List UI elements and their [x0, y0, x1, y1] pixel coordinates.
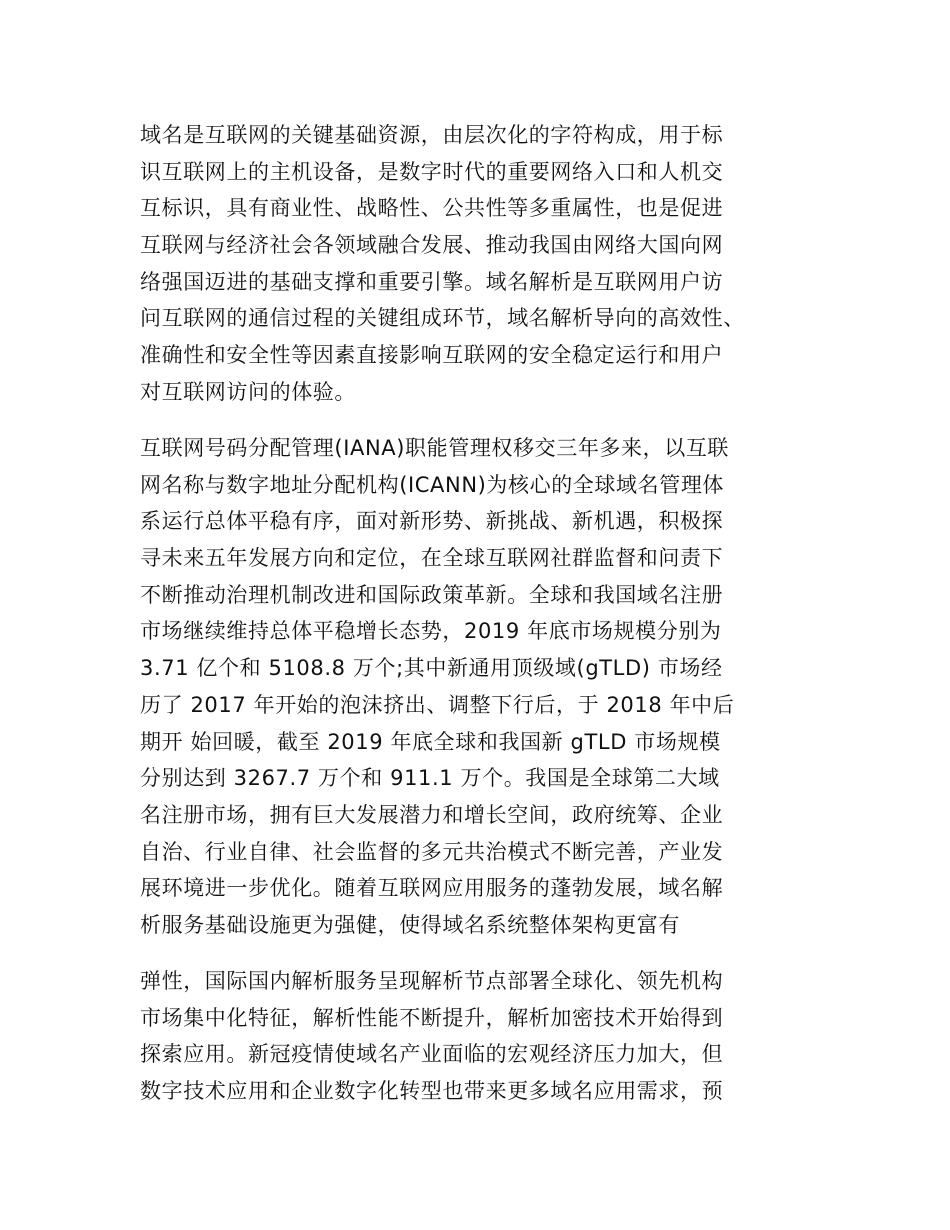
- text-line: 网名称与数字地址分配机构(ICANN)为核心的全球域名管理体: [140, 472, 725, 497]
- text-line: 寻未来五年发展方向和定位，在全球互联网社群监督和问责下: [140, 546, 724, 571]
- text-line: 名注册市场，拥有巨大发展潜力和增长空间，政府统筹、企业: [140, 802, 724, 827]
- text-line: 展环境进一步优化。随着互联网应用服务的蓬勃发展，域名解: [140, 876, 724, 901]
- text-line: 历了 2017 年开始的泡沫挤出、调整下行后，于 2018 年中后: [140, 692, 735, 717]
- text-line: 络强国迈进的基础支撑和重要引擎。域名解析是互联网用户访: [140, 269, 724, 294]
- text-line: 互联网号码分配管理(IANA)职能管理权移交三年多来，以互联: [140, 436, 730, 460]
- text-line: 对互联网访问的体验。: [140, 379, 356, 404]
- text-line: 析服务基础设施更为强健，使得域名系统整体架构更富有: [140, 912, 680, 937]
- text-line: 识互联网上的主机设备，是数字时代的重要网络入口和人机交: [140, 159, 724, 184]
- paragraph-iana-market: [140, 430, 820, 944]
- text-line: 期开 始回暖，截至 2019 年底全球和我国新 gTLD 市场规模: [140, 729, 721, 754]
- text-line: 弹性，国际国内解析服务呈现解析节点部署全球化、领先机构: [140, 969, 724, 993]
- text-line: 探索应用。新冠疫情使域名产业面临的宏观经济压力加大，但: [140, 1042, 724, 1067]
- text-line: 准确性和安全性等因素直接影响互联网的安全稳定运行和用户: [140, 343, 724, 368]
- text-line: 域名是互联网的关键基础资源，由层次化的字符构成，用于标: [140, 123, 724, 147]
- text-line: 市场集中化特征，解析性能不断提升，解析加密技术开始得到: [140, 1005, 724, 1030]
- text-line: 3.71 亿个和 5108.8 万个;其中新通用顶级域(gTLD) 市场经: [140, 656, 723, 681]
- text-line: 问互联网的通信过程的关键组成环节，域名解析导向的高效性、: [140, 306, 745, 331]
- text-line: 市场继续维持总体平稳增长态势，2019 年底市场规模分别为: [140, 619, 722, 644]
- text-line: 自治、行业自律、社会监督的多元共治模式不断完善，产业发: [140, 839, 724, 864]
- paragraph-resolution-services: [140, 963, 820, 1110]
- text-line: 系运行总体平稳有序，面对新形势、新挑战、新机遇，积极探: [140, 509, 724, 534]
- text-line: 数字技术应用和企业数字化转型也带来更多域名应用需求，预: [140, 1079, 724, 1104]
- text-line: 互联网与经济社会各领域融合发展、推动我国由网络大国向网: [140, 233, 724, 258]
- text-line: 不断推动治理机制改进和国际政策革新。全球和我国域名注册: [140, 582, 724, 607]
- text-line: 分别达到 3267.7 万个和 911.1 万个。我国是全球第二大域: [140, 766, 720, 791]
- paragraph-domain-intro: [140, 117, 820, 411]
- text-line: 互标识，具有商业性、战略性、公共性等多重属性，也是促进: [140, 196, 724, 221]
